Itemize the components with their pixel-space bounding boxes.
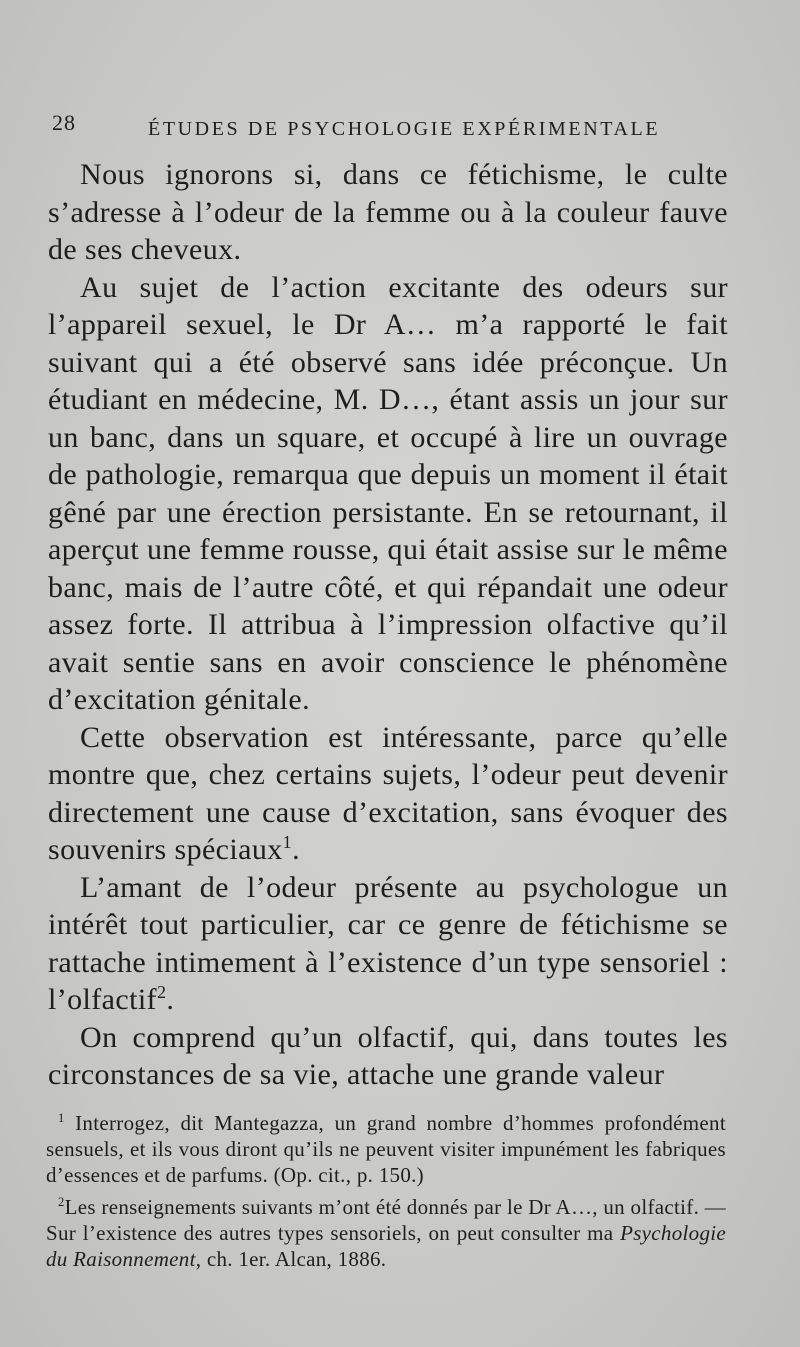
footnote-2-text-a: Les renseignements suivants m’ont été donnés par le Dr A…, un olfactif. — Sur l’existence des autres types sensoriels, on peut consulter ma: [46, 1195, 726, 1245]
footnote-1-text: Interrogez, dit Mantegazza, un grand nombre d’hommes profondément sensuels, et ils vous diront qu’ils ne peuvent visiter impunément les fabriques d’essences et de parfums. (Op. cit., p. 150.): [46, 1111, 726, 1187]
footnote-1-mark: 1: [58, 1111, 65, 1125]
paragraph-4: [48, 869, 728, 1019]
paragraph-3-end: .: [292, 833, 300, 866]
paragraph-3-text: Cette observation est intéressante, parce qu’elle montre que, chez certains sujets, l’odeur peut devenir directement une cause d’excitation, sans évoquer des souvenirs spéciaux: [48, 720, 728, 866]
paragraph-3: [48, 719, 728, 869]
footnotes: [46, 1110, 726, 1278]
paragraph-5: On comprend qu’un olfactif, qui, dans toutes les circonstances de sa vie, attache une grande valeur: [48, 1020, 728, 1091]
footnote-2-text-b: , ch. 1er. Alcan, 1886.: [195, 1247, 387, 1271]
running-title: ÉTUDES DE PSYCHOLOGIE EXPÉRIMENTALE: [148, 118, 661, 140]
footnote-2: [46, 1194, 726, 1272]
footnote-2-book-title: Psychologie du Raisonnement: [46, 1221, 726, 1271]
paragraph-4-end: .: [166, 983, 175, 1016]
footnote-ref-1: 1: [282, 832, 293, 852]
footnote-ref-2: 2: [156, 982, 167, 1002]
body-text: [48, 156, 728, 1094]
paragraph-1: Nous ignorons si, dans ce fétichisme, le culte s’adresse à l’odeur de la femme ou à la couleur fauve de ses cheveux.: [48, 158, 728, 266]
page-number: 28: [52, 110, 76, 135]
paragraph-4-text: L’amant de l’odeur présente au psychologue un intérêt tout particulier, car ce genre de fétichisme se rattache intimement à l’existence d’un type sensoriel : l’olfactif: [48, 870, 728, 1016]
footnote-1: [46, 1110, 726, 1188]
running-head: [52, 108, 742, 144]
paragraph-2: Au sujet de l’action excitante des odeurs sur l’appareil sexuel, le Dr A… m’a rapporté le fait suivant qui a été observé sans idée préconçue. Un étudiant en médecine, M. D…, étant assis un jour sur un banc, dans un square, et occupé à lire un ouvrage de pathologie, remarqua que depuis un moment il était gêné par une érection persistante. En se retournant, il aperçut une femme rousse, qui était assise sur le même banc, mais de l’autre côté, et qui répandait une odeur assez forte. Il attribua à l’impression olfactive qu’il avait sentie sans en avoir conscience le phénomène d’excitation génitale.: [48, 270, 728, 716]
footnote-2-mark: 2: [58, 1195, 65, 1209]
